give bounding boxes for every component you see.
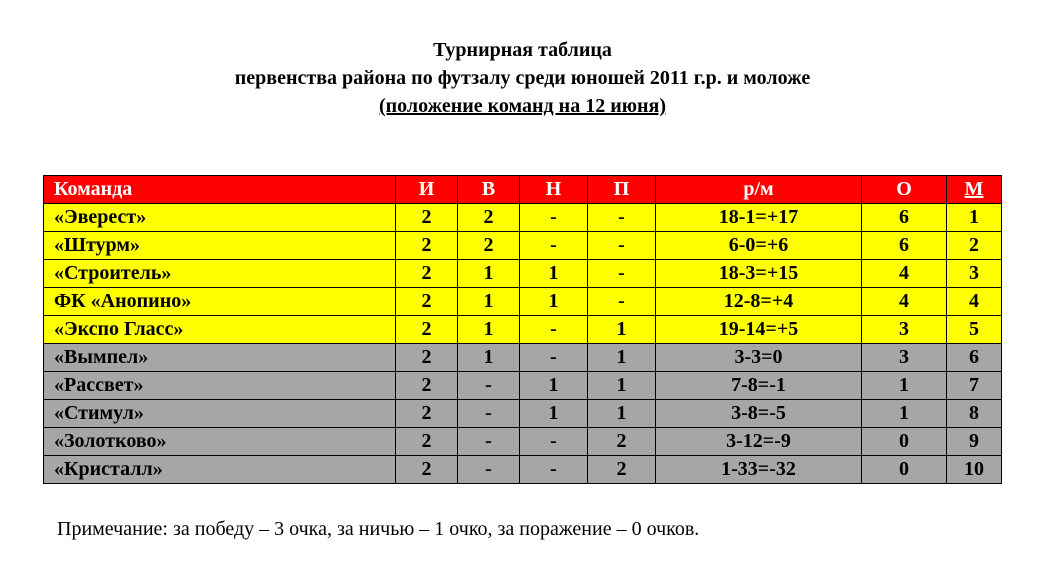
table-header-row xyxy=(44,176,1002,204)
header-lost: П xyxy=(588,176,656,204)
table-row xyxy=(44,316,1002,344)
lost-cell: 1 xyxy=(588,372,656,400)
standings-table xyxy=(43,175,1002,484)
table-row xyxy=(44,428,1002,456)
table-row xyxy=(44,260,1002,288)
lost-cell: 2 xyxy=(588,428,656,456)
team-cell: ФК «Анопино» xyxy=(44,288,396,316)
table-row xyxy=(44,204,1002,232)
team-cell: «Штурм» xyxy=(44,232,396,260)
place-cell: 7 xyxy=(947,372,1002,400)
lost-cell: - xyxy=(588,232,656,260)
drawn-cell: - xyxy=(520,204,588,232)
played-cell: 2 xyxy=(396,316,458,344)
document-title xyxy=(0,36,1045,120)
goals-cell: 3-12=-9 xyxy=(656,428,862,456)
header-points: О xyxy=(862,176,947,204)
lost-cell: 2 xyxy=(588,456,656,484)
won-cell: - xyxy=(458,456,520,484)
header-drawn: Н xyxy=(520,176,588,204)
lost-cell: 1 xyxy=(588,344,656,372)
table-row xyxy=(44,400,1002,428)
drawn-cell: - xyxy=(520,456,588,484)
won-cell: - xyxy=(458,372,520,400)
table-row xyxy=(44,456,1002,484)
title-line-2: первенства района по футзалу среди юношей 2011 г.р. и моложе xyxy=(234,67,811,89)
points-cell: 4 xyxy=(862,260,947,288)
goals-cell: 18-1=+17 xyxy=(656,204,862,232)
played-cell: 2 xyxy=(396,428,458,456)
header-won: В xyxy=(458,176,520,204)
team-cell: «Кристалл» xyxy=(44,456,396,484)
drawn-cell: 1 xyxy=(520,400,588,428)
drawn-cell: 1 xyxy=(520,372,588,400)
played-cell: 2 xyxy=(396,288,458,316)
points-cell: 1 xyxy=(862,400,947,428)
points-cell: 6 xyxy=(862,232,947,260)
table-row xyxy=(44,372,1002,400)
played-cell: 2 xyxy=(396,204,458,232)
title-line-1: Турнирная таблица xyxy=(433,39,612,61)
played-cell: 2 xyxy=(396,456,458,484)
drawn-cell: 1 xyxy=(520,260,588,288)
header-place xyxy=(947,176,1002,204)
place-cell: 4 xyxy=(947,288,1002,316)
played-cell: 2 xyxy=(396,232,458,260)
goals-cell: 12-8=+4 xyxy=(656,288,862,316)
drawn-cell: - xyxy=(520,232,588,260)
won-cell: 1 xyxy=(458,288,520,316)
played-cell: 2 xyxy=(396,400,458,428)
points-cell: 0 xyxy=(862,456,947,484)
team-cell: «Вымпел» xyxy=(44,344,396,372)
lost-cell: - xyxy=(588,288,656,316)
points-cell: 0 xyxy=(862,428,947,456)
team-cell: «Золотково» xyxy=(44,428,396,456)
drawn-cell: 1 xyxy=(520,288,588,316)
place-cell: 3 xyxy=(947,260,1002,288)
team-cell: «Экспо Гласс» xyxy=(44,316,396,344)
won-cell: 1 xyxy=(458,344,520,372)
lost-cell: - xyxy=(588,204,656,232)
header-team: Команда xyxy=(44,176,396,204)
place-cell: 10 xyxy=(947,456,1002,484)
table-row xyxy=(44,232,1002,260)
place-cell: 1 xyxy=(947,204,1002,232)
won-cell: - xyxy=(458,428,520,456)
team-cell: «Стимул» xyxy=(44,400,396,428)
header-goals: р/м xyxy=(656,176,862,204)
points-cell: 3 xyxy=(862,344,947,372)
place-cell: 6 xyxy=(947,344,1002,372)
won-cell: 1 xyxy=(458,316,520,344)
played-cell: 2 xyxy=(396,344,458,372)
drawn-cell: - xyxy=(520,316,588,344)
title-line-3: (положение команд на 12 июня) xyxy=(378,95,667,117)
drawn-cell: - xyxy=(520,428,588,456)
place-cell: 2 xyxy=(947,232,1002,260)
goals-cell: 3-8=-5 xyxy=(656,400,862,428)
team-cell: «Эверест» xyxy=(44,204,396,232)
lost-cell: - xyxy=(588,260,656,288)
played-cell: 2 xyxy=(396,372,458,400)
table-row xyxy=(44,344,1002,372)
points-cell: 6 xyxy=(862,204,947,232)
goals-cell: 19-14=+5 xyxy=(656,316,862,344)
place-cell: 9 xyxy=(947,428,1002,456)
lost-cell: 1 xyxy=(588,316,656,344)
goals-cell: 7-8=-1 xyxy=(656,372,862,400)
goals-cell: 6-0=+6 xyxy=(656,232,862,260)
goals-cell: 3-3=0 xyxy=(656,344,862,372)
played-cell: 2 xyxy=(396,260,458,288)
scoring-note: Примечание: за победу – 3 очка, за ничью – 1 очко, за поражение – 0 очков. xyxy=(57,518,700,540)
header-played: И xyxy=(396,176,458,204)
points-cell: 1 xyxy=(862,372,947,400)
place-cell: 8 xyxy=(947,400,1002,428)
place-cell: 5 xyxy=(947,316,1002,344)
goals-cell: 1-33=-32 xyxy=(656,456,862,484)
drawn-cell: - xyxy=(520,344,588,372)
team-cell: «Рассвет» xyxy=(44,372,396,400)
table-row xyxy=(44,288,1002,316)
won-cell: 1 xyxy=(458,260,520,288)
goals-cell: 18-3=+15 xyxy=(656,260,862,288)
won-cell: 2 xyxy=(458,232,520,260)
points-cell: 4 xyxy=(862,288,947,316)
header-place-label: М xyxy=(964,178,984,200)
lost-cell: 1 xyxy=(588,400,656,428)
team-cell: «Строитель» xyxy=(44,260,396,288)
won-cell: - xyxy=(458,400,520,428)
won-cell: 2 xyxy=(458,204,520,232)
points-cell: 3 xyxy=(862,316,947,344)
